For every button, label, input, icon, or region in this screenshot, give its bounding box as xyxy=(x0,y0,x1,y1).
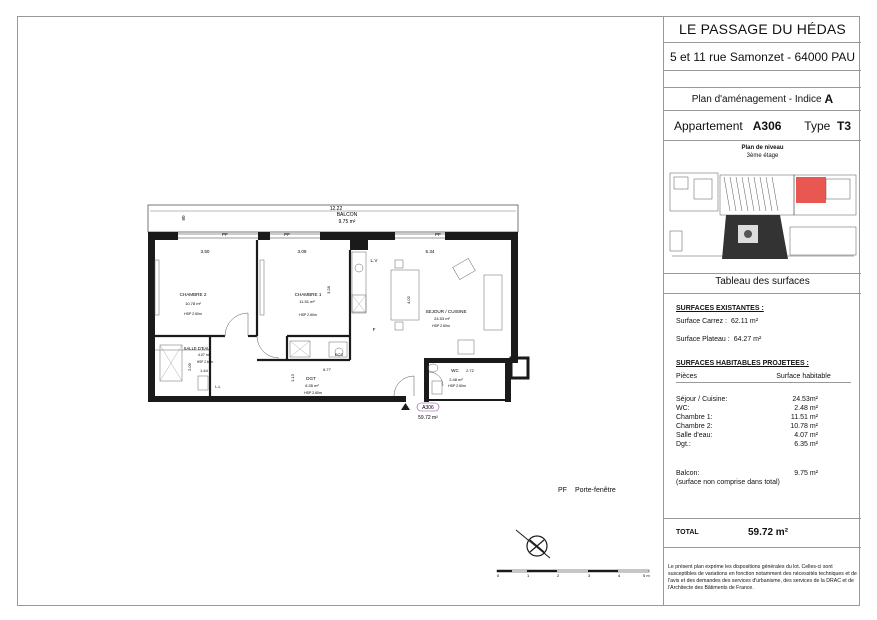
compass-icon xyxy=(516,530,550,558)
surface-table xyxy=(676,395,851,449)
table-row: Salle d'eau: 4.07 m² xyxy=(676,432,818,439)
scale-label-0: 0 xyxy=(497,573,500,578)
scale-bar xyxy=(497,570,649,572)
apt-tag: A306 xyxy=(422,405,434,411)
balcony-label: BALCON xyxy=(336,212,358,218)
type-label: Type xyxy=(804,118,831,133)
balcon-note: (surface non comprise dans total) xyxy=(676,479,780,486)
sde-hsp: HSP 2.60m xyxy=(196,360,214,364)
sejour-hsp: HSP 2.60m xyxy=(432,324,450,328)
entry-arrow xyxy=(401,403,410,410)
balcon-row: Balcon: 9.75 m² (surface non comprise dans total) xyxy=(676,470,818,486)
plan-indice: A xyxy=(824,92,834,106)
projected-heading: SURFACES HABITABLES PROJETEES : xyxy=(676,360,809,367)
balcony-area: 9.75 m² xyxy=(338,219,356,225)
apartment-row xyxy=(664,111,861,141)
apartment-number: A306 xyxy=(752,118,782,133)
scale-label-2: 2 xyxy=(557,573,560,578)
plan-info-label: Plan d'aménagement - Indice xyxy=(691,93,822,105)
wc-label: WC xyxy=(451,368,459,373)
wc-area: 2.48 m² xyxy=(449,377,463,382)
chambre2-hsp: HSP 2.60m xyxy=(184,312,202,316)
scale-label-4: 4 xyxy=(618,573,621,578)
project-address: 5 et 11 rue Samonzet - 64000 PAU xyxy=(664,43,861,71)
existing-heading: SURFACES EXISTANTES : xyxy=(676,305,764,312)
chambre1-label: CHAMBRE 1 xyxy=(294,292,322,297)
level-floor: 3ème étage xyxy=(746,153,779,159)
apartment-highlight xyxy=(796,177,826,203)
surface-header: Pièces Surface habitable xyxy=(676,372,851,383)
balcony-depth: 80 xyxy=(181,215,186,221)
sde-dim2: 2.09 xyxy=(187,363,192,371)
table-row: Chambre 2: 10.78 m² xyxy=(676,423,818,430)
dgt-hsp: HSP 2.60m xyxy=(304,391,322,395)
ecs-label: ECS xyxy=(334,352,344,357)
legend-text: Porte-fenêtre xyxy=(574,487,616,494)
pf-label-3: PF xyxy=(435,232,441,237)
plan-info xyxy=(664,87,861,111)
total-label: TOTAL xyxy=(676,529,699,536)
dgt-dim: 6.77 xyxy=(323,367,331,372)
scale-labels xyxy=(497,573,650,578)
chambre1-dim: 3.09 xyxy=(297,249,307,254)
table-row: Chambre 1: 11.51 m² xyxy=(676,414,818,421)
legal-notice: Le présent plan exprime les dispositions générales du lot. Celles-ci sont susceptibles de variations en fonction notamment des nécessités techniques et de l'avis et des demandes des services d'urbanisme, des services de la DRAC et de l'Architecte des Bâtiments de France. xyxy=(668,564,857,591)
total-value: 59.72 m² xyxy=(748,527,789,538)
total-row xyxy=(664,518,861,548)
apt-area: 59.72 m² xyxy=(418,415,438,421)
sejour-dim2: 4.02 xyxy=(406,296,411,304)
chambre1-area: 11.51 m² xyxy=(299,299,315,304)
table-row: Séjour / Cuisine: 24.53m² xyxy=(676,396,818,403)
sde-label: SALLE D'EAU xyxy=(183,346,211,351)
title-block xyxy=(663,16,860,606)
sde-dim: 1.44 xyxy=(200,368,208,373)
balcony-width: 12.22 xyxy=(329,206,343,212)
pf-label-2: PF xyxy=(284,232,290,237)
level-plan xyxy=(664,141,861,274)
frigo-label: F xyxy=(372,327,376,332)
wc-hsp: HSP 2.60m xyxy=(448,384,466,388)
dgt-label: DGT xyxy=(306,376,316,381)
scale-label-5: 5 m xyxy=(643,573,650,578)
sejour-label: SEJOUR / CUISINE xyxy=(425,309,467,314)
wc-dim: 2.72 xyxy=(466,368,474,373)
table-row: WC: 2.48 m² xyxy=(676,405,818,412)
level-title: Plan de niveau xyxy=(741,145,784,151)
chambre1-hsp: HSP 2.60m xyxy=(299,313,317,317)
ll-label: L.L xyxy=(215,384,221,389)
chambre2-label: CHAMBRE 2 xyxy=(179,292,207,297)
project-title: LE PASSAGE DU HÉDAS xyxy=(664,16,861,43)
sde-area: 4.07 m² xyxy=(197,353,211,357)
legend xyxy=(558,487,616,494)
apartment-label: Appartement xyxy=(674,118,743,133)
plateau-row: Surface Plateau : 64.27 m² xyxy=(676,336,762,343)
surfaces-title: Tableau des surfaces xyxy=(664,276,861,294)
chambre2-dim: 3.50 xyxy=(200,249,210,254)
pf-label-1: PF xyxy=(222,232,228,237)
legend-code: PF xyxy=(558,487,567,494)
site-plan-thumbnail xyxy=(664,141,861,274)
dgt-dim2: 1.13 xyxy=(290,374,295,382)
sejour-area: 24.53 m² xyxy=(434,316,450,321)
apartment-type: T3 xyxy=(836,118,851,133)
scale-label-3: 3 xyxy=(588,573,591,578)
chambre2-area: 10.78 m² xyxy=(185,301,201,306)
sejour-dim: 5.34 xyxy=(425,249,435,254)
dgt-area: 6.35 m² xyxy=(305,383,319,388)
chambre1-dim2: 3.28 xyxy=(326,286,331,294)
table-row: Dgt.: 6.35 m² xyxy=(676,441,818,448)
lv-label: L.V xyxy=(370,258,378,263)
scale-label-1: 1 xyxy=(527,573,530,578)
carrez-row: Surface Carrez : 62.11 m² xyxy=(676,318,759,325)
